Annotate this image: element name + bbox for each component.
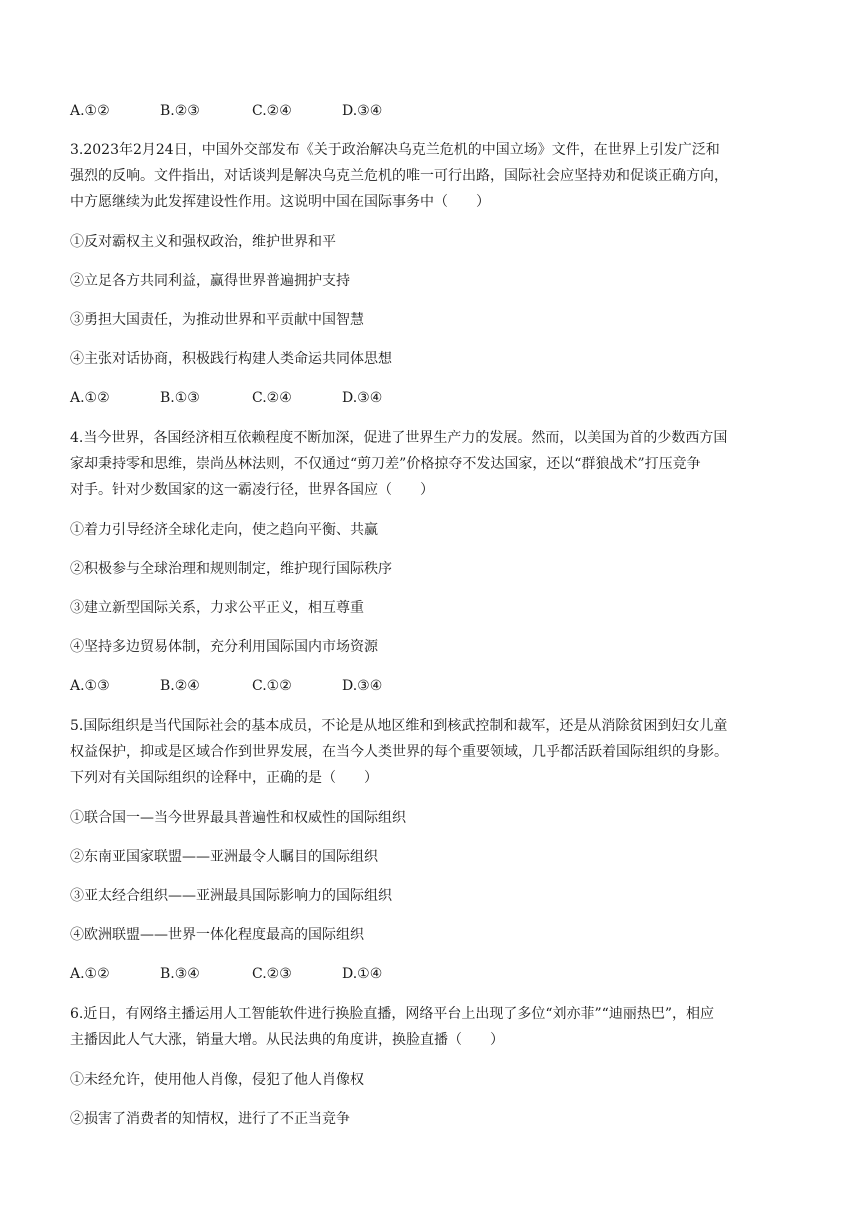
q6-stem-line-1: 6.近日，有网络主播运用人工智能软件进行换脸直播，网络平台上出现了多位“刘亦菲”“迪丽热巴”，相应: [70, 1006, 714, 1022]
q5-stem-line-1: 5.国际组织是当代国际社会的基本成员，不论是从地区维和到核武控制和裁军，还是从消除贫困到妇女儿童: [70, 718, 728, 734]
q3-stem-line-2: 强烈的反响。文件指出，对话谈判是解决乌克兰危机的唯一可行出路，国际社会应坚持劝和促谈正确方向，: [70, 168, 728, 184]
q3-option-c: C.②④: [252, 390, 292, 406]
q4-stem-line-1: 4.当今世界，各国经济相互依赖程度不断加深，促进了世界生产力的发展。然而，以美国为首的少数西方国: [70, 430, 728, 446]
q4-item-1: ①着力引导经济全球化走向，使之趋向平衡、共赢: [70, 522, 378, 538]
q4-item-2: ②积极参与全球治理和规则制定，维护现行国际秩序: [70, 561, 392, 577]
q4-option-c: C.①②: [252, 678, 292, 694]
q5-item-2: ②东南亚国家联盟——亚洲最令人瞩目的国际组织: [70, 849, 378, 865]
q2-option-c: C.②④: [252, 103, 292, 119]
q5-stem-line-3: 下列对有关国际组织的诠释中，正确的是（ ）: [70, 770, 378, 786]
q6-item-2: ②损害了消费者的知情权，进行了不正当竞争: [70, 1111, 350, 1127]
q4-options: [70, 676, 382, 696]
q3-option-b: B.①③: [160, 390, 200, 406]
q3-option-d: D.③④: [342, 390, 383, 406]
q5-item-1: ①联合国一—当今世界最具普遍性和权威性的国际组织: [70, 810, 406, 826]
q3-options: [70, 388, 382, 408]
q3-item-1: ①反对霸权主义和强权政治，维护世界和平: [70, 234, 336, 250]
q5-option-a: A.①②: [70, 966, 110, 982]
q6-item-1: ①未经允许，使用他人肖像，侵犯了他人肖像权: [70, 1072, 364, 1088]
q3-option-a: A.①②: [70, 390, 110, 406]
q3-stem-line-3: 中方愿继续为此发挥建设性作用。这说明中国在国际事务中（ ）: [70, 194, 490, 210]
q2-option-a: A.①②: [70, 103, 110, 119]
q5-item-3: ③亚太经合组织——亚洲最具国际影响力的国际组织: [70, 888, 392, 904]
q5-options: [70, 964, 382, 984]
q5-option-d: D.①④: [342, 966, 383, 982]
q6-stem-line-2: 主播因此人气大涨，销量大增。从民法典的角度讲，换脸直播（ ）: [70, 1032, 504, 1048]
q4-stem-line-3: 对手。针对少数国家的这一霸凌行径，世界各国应（ ）: [70, 482, 434, 498]
q5-stem-line-2: 权益保护，抑或是区域合作到世界发展，在当今人类世界的每个重要领域，几乎都活跃着国际组织的身影。: [70, 744, 728, 760]
q4-option-d: D.③④: [342, 678, 383, 694]
q3-item-2: ②立足各方共同利益，赢得世界普遍拥护支持: [70, 273, 350, 289]
q4-option-b: B.②④: [160, 678, 200, 694]
q5-option-c: C.②③: [252, 966, 292, 982]
q5-option-b: B.③④: [160, 966, 200, 982]
q2-options: [70, 101, 382, 121]
q3-item-3: ③勇担大国责任，为推动世界和平贡献中国智慧: [70, 312, 364, 328]
q2-option-b: B.②③: [160, 103, 200, 119]
q4-item-3: ③建立新型国际关系，力求公平正义，相互尊重: [70, 600, 364, 616]
q4-stem-line-2: 家却秉持零和思维，崇尚丛林法则，不仅通过“剪刀差”价格掠夺不发达国家，还以“群狼战术”打压竞争: [70, 456, 701, 472]
q3-item-4: ④主张对话协商，积极践行构建人类命运共同体思想: [70, 351, 392, 367]
q2-option-d: D.③④: [342, 103, 383, 119]
q4-item-4: ④坚持多边贸易体制，充分利用国际国内市场资源: [70, 639, 378, 655]
q3-stem-line-1: 3.2023年2月24日，中国外交部发布《关于政治解决乌克兰危机的中国立场》文件，在世界上引发广泛和: [70, 142, 720, 158]
q5-item-4: ④欧洲联盟——世界一体化程度最高的国际组织: [70, 927, 364, 943]
q4-option-a: A.①③: [70, 678, 110, 694]
